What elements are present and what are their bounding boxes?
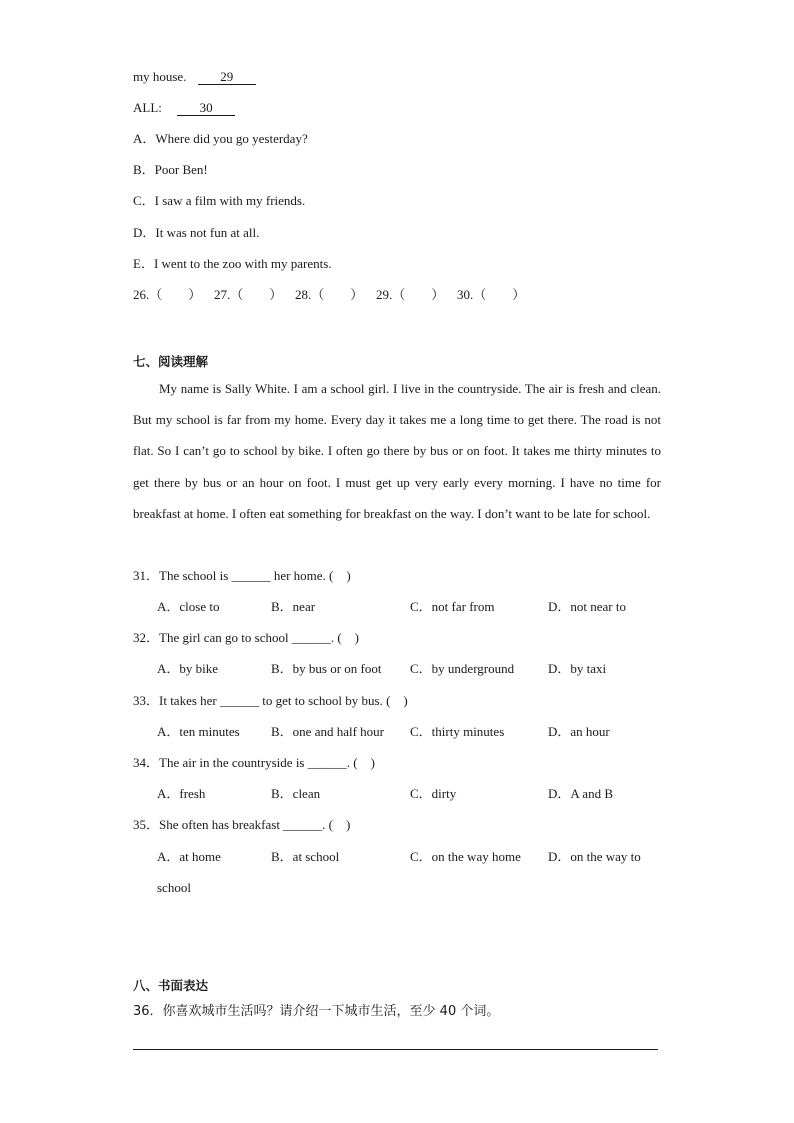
question-34: 34．The air in the countryside is ______. ( ) <box>133 755 375 770</box>
writing-prompt: 36．你喜欢城市生活吗？请介绍一下城市生活，至少 40 个词。 <box>133 1004 500 1019</box>
q32-option-b[interactable]: B．by bus or on foot <box>271 661 382 676</box>
q34-option-c[interactable]: C．dirty <box>410 786 457 801</box>
q31-option-a[interactable]: A．close to <box>157 599 220 614</box>
choice-text: I saw a film with my friends. <box>154 193 306 208</box>
q32-option-c[interactable]: C．by underground <box>410 661 515 676</box>
choice-text: I went to the zoo with my parents. <box>153 256 332 271</box>
q35-option-a[interactable]: A．at home <box>157 849 221 864</box>
dialogue-text-30: ALL: <box>133 100 162 115</box>
q32-option-d[interactable]: D．by taxi <box>548 661 607 676</box>
q32-option-a[interactable]: A．by bike <box>157 661 219 676</box>
choice-c <box>133 193 305 209</box>
choice-letter: E． <box>133 256 154 271</box>
answer-slot-28[interactable]: 28.（ ） <box>295 287 364 302</box>
choice-text: Where did you go yesterday? <box>155 131 308 146</box>
q31-option-d[interactable]: D．not near to <box>548 599 626 614</box>
q35-option-d[interactable]: D．on the way to <box>548 849 641 864</box>
choice-letter: C． <box>133 193 155 208</box>
answer-slot-27[interactable]: 27.（ ） <box>214 287 283 302</box>
answer-blank-30[interactable]: 30 <box>177 101 235 116</box>
dialogue-line-30 <box>133 100 235 116</box>
q34-option-b[interactable]: B．clean <box>271 786 321 801</box>
reading-passage <box>133 373 661 529</box>
answer-row <box>133 287 538 303</box>
question-31: 31．The school is ______ her home. ( ) <box>133 568 351 583</box>
q33-option-c[interactable]: C．thirty minutes <box>410 724 505 739</box>
section-7-title: 七、阅读理解 <box>133 354 209 369</box>
answer-blank-29[interactable]: 29 <box>198 70 256 85</box>
section-8-title: 八、书面表达 <box>133 978 209 993</box>
q35-option-c[interactable]: C．on the way home <box>410 849 521 864</box>
answer-slot-29[interactable]: 29.（ ） <box>376 287 445 302</box>
choice-text: It was not fun at all. <box>155 225 260 240</box>
q34-option-a[interactable]: A．fresh <box>157 786 206 801</box>
choice-letter: B． <box>133 162 155 177</box>
choice-a <box>133 131 308 147</box>
dialogue-line-29 <box>133 69 256 85</box>
choice-d <box>133 225 259 241</box>
q33-option-b[interactable]: B．one and half hour <box>271 724 385 739</box>
question-32: 32．The girl can go to school ______. ( ) <box>133 630 360 645</box>
question-35: 35．She often has breakfast ______. ( ) <box>133 817 351 832</box>
q34-option-d[interactable]: D．A and B <box>548 786 614 801</box>
choice-text: Poor Ben! <box>154 162 208 177</box>
q33-option-d[interactable]: D．an hour <box>548 724 610 739</box>
answer-slot-26[interactable]: 26.（ ） <box>133 287 202 302</box>
q35-option-d-continued: school <box>157 880 191 895</box>
question-33: 33．It takes her ______ to get to school by bus. ( ) <box>133 693 408 708</box>
choice-letter: A． <box>133 131 156 146</box>
passage-text: My name is Sally White. I am a school girl. I live in the countryside. The air is fresh and clean. But my school is far from my home. Every day it takes me a long time to get there. The road is not flat. So I can’t go to school by bike. I often go there by bus or on foot. It takes me thirty minutes to get there by bus or an hour on foot. I must get up very early every morning. I have no time for breakfast at home. I often eat something for breakfast on the way. I don’t want to be late for school. <box>133 381 661 521</box>
q33-option-a[interactable]: A．ten minutes <box>157 724 240 739</box>
answer-slot-30[interactable]: 30.（ ） <box>457 287 526 302</box>
choice-letter: D． <box>133 225 156 240</box>
writing-answer-line[interactable] <box>133 1049 658 1050</box>
q31-option-b[interactable]: B．near <box>271 599 316 614</box>
q31-option-c[interactable]: C．not far from <box>410 599 495 614</box>
q35-option-b[interactable]: B．at school <box>271 849 340 864</box>
choice-b <box>133 162 208 178</box>
choice-e <box>133 256 332 272</box>
dialogue-text-29: my house. <box>133 69 187 84</box>
